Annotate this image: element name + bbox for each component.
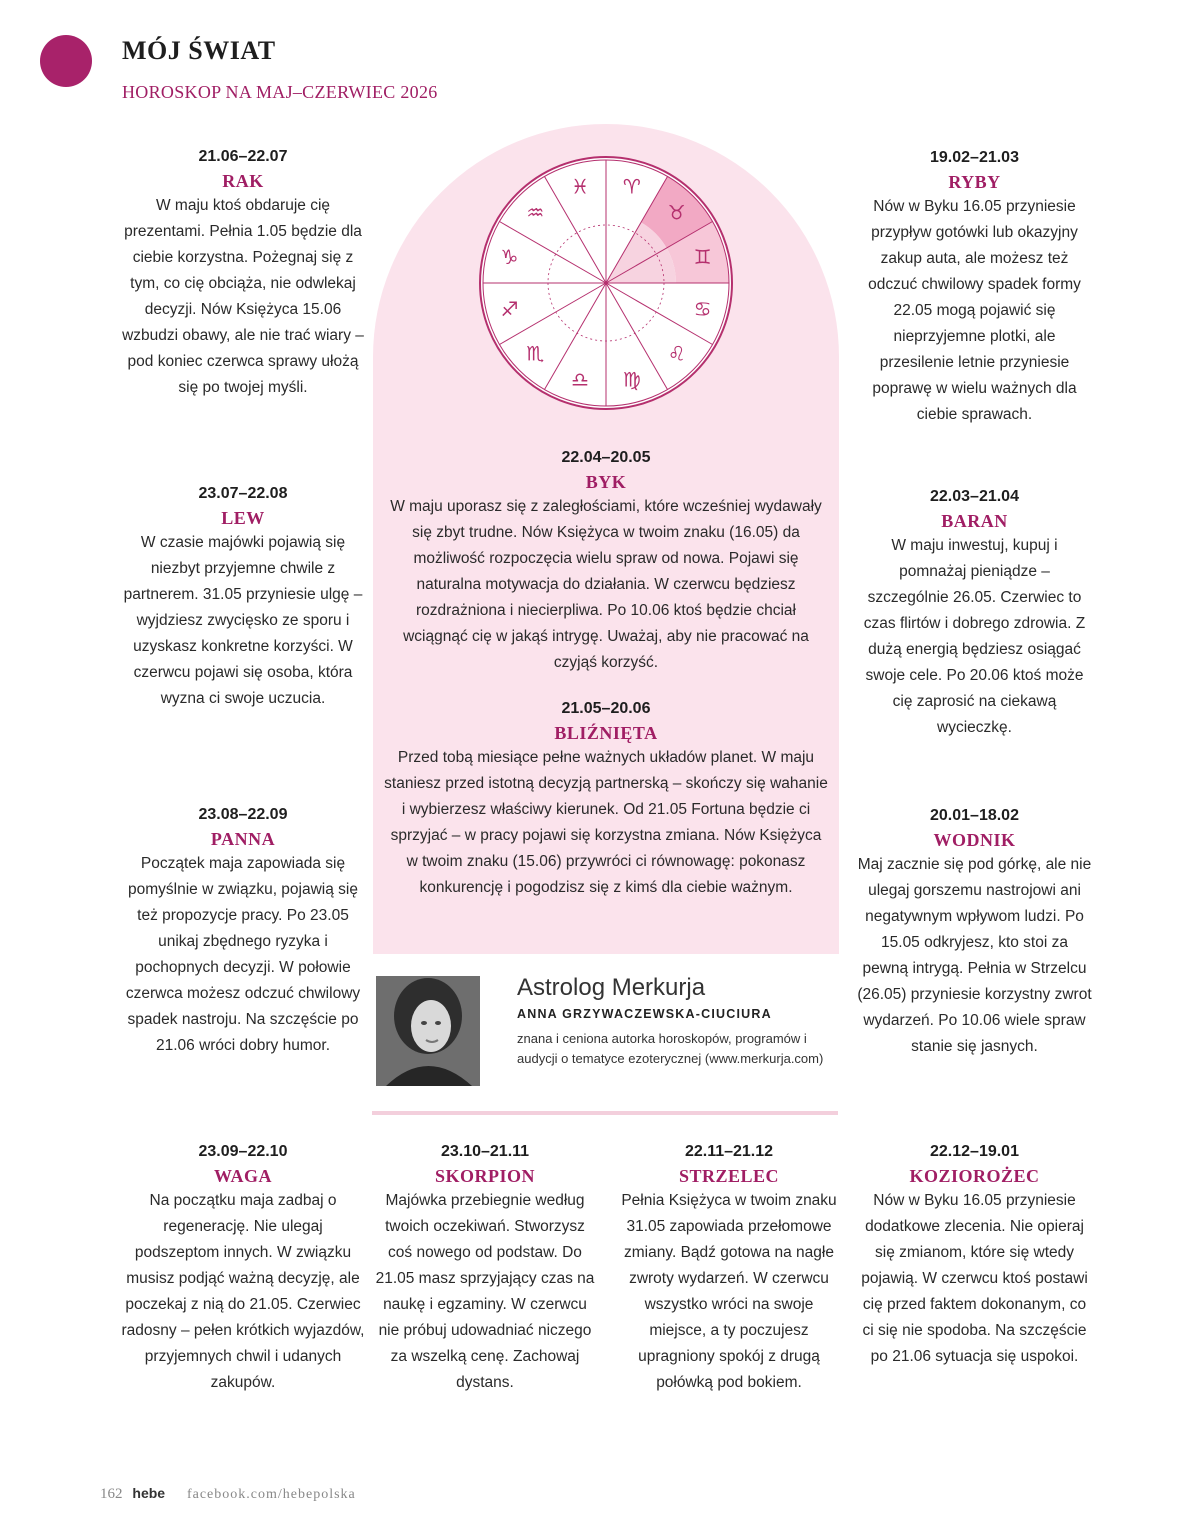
astrologer-photo: [376, 976, 480, 1086]
zodiac-symbol-icon: ♒: [526, 200, 545, 225]
zodiac-wheel: [476, 153, 736, 413]
sign-text: Majówka przebiegnie według twoich oczekiwań. Stworzysz coś nowego od podstaw. Do 21.05 masz sprzyjający czas na naukę i egzaminy. W czerwcu nie próbuj udowadniać niczego za wszelką cenę. Zachowaj dystans.: [375, 1192, 595, 1391]
sign-text: W maju ktoś obdaruje cię prezentami. Pełnia 1.05 będzie dla ciebie korzystna. Pożegnaj się z tym, co cię obciąża, nie odwlekaj decyzji. Nów Księżyca 15.06 wzbudzi obawy, ale nie trać wiary – pod koniec czerwca sprawy ułożą się po twojej myśli.: [122, 197, 364, 396]
sign-name: KOZIOROŻEC: [909, 1166, 1040, 1186]
sign-text: Nów w Byku 16.05 przyniesie przypływ gotówki lub okazyjny zakup auta, ale możesz też odczuć chwilowy spadek formy 22.05 mogą pojawić się nieprzyjemne plotki, ale przesilenie letnie przyniesie poprawę w wielu ważnych dla ciebie sprawach.: [868, 198, 1081, 423]
sign-text: W maju uporasz się z zaległościami, które wcześniej wydawały się zbyt trudne. Nów Księżyca w twoim znaku (16.05) da możliwość rozpoczęcia wielu spraw od nowa. Pojawi się naturalna motywacja do działania. W czerwcu będziesz rozdrażniona i niecierpliwa. Po 10.06 ktoś będzie chciał wciągnąć cię w jakąś intrygę. Uważaj, aby nie pracować na czyjąś korzyść.: [390, 498, 822, 671]
sign-text: W czasie majówki pojawią się niezbyt przyjemne chwile z partnerem. 31.05 przyniesie ulgę – wyjdziesz zwycięsko ze sporu i uzyskasz konkretne korzyści. W czerwcu pojawi się osoba, która wyzna ci swoje uczucia.: [123, 534, 363, 707]
zodiac-symbol-icon: ♑: [500, 245, 519, 270]
zodiac-symbol-icon: ♎: [571, 367, 590, 392]
sign-dates: 21.05–20.06: [561, 700, 651, 717]
sign-koziorozec: [857, 1140, 1092, 1370]
sign-strzelec: [616, 1140, 842, 1396]
sign-name: WAGA: [213, 1166, 272, 1186]
sign-name: PANNA: [210, 829, 276, 849]
zodiac-symbol-icon: ♍: [622, 367, 641, 392]
brand-name: hebe: [132, 1485, 166, 1501]
sign-blizneta: [384, 697, 828, 901]
sign-name: LEW: [221, 508, 265, 528]
sign-wodnik: [857, 804, 1092, 1060]
zodiac-symbol-icon: ♌: [667, 341, 686, 366]
zodiac-symbol-icon: ♋: [693, 296, 712, 321]
sign-name: BLIŹNIĘTA: [554, 723, 658, 743]
sign-text: Początek maja zapowiada się pomyślnie w związku, pojawią się też propozycje pracy. Po 23.05 unikaj zbędnego ryzyka i pochopnych decyzji. W połowie czerwca możesz odczuć chwilowy spadek nastroju. Na szczęście po 21.06 wróci dobry humor.: [125, 855, 361, 1054]
sign-name: STRZELEC: [678, 1166, 780, 1186]
sign-text: Na początku maja zadbaj o regenerację. Nie ulegaj podszeptom innych. W związku musisz podjąć ważną decyzję, ale poczekaj z nią do 21.05. Czerwiec radosny – pełen krótkich wyjazdów, przyjemnych chwil i udanych zakupów.: [121, 1192, 365, 1391]
sign-rak: [120, 145, 366, 401]
facebook-link[interactable]: facebook.com/hebepolska: [186, 1487, 356, 1502]
sign-dates: 22.04–20.05: [561, 449, 651, 466]
sign-lew: [120, 482, 366, 712]
sign-text: W maju inwestuj, kupuj i pomnażaj pieniądze – szczególnie 26.05. Czerwiec to czas flirtów i dobrego zdrowia. Z dużą energią będziesz osiągać swoje cele. Po 20.06 ktoś może cię zaprosić na ciekawą wycieczkę.: [863, 537, 1086, 736]
zodiac-symbol-icon: ♐: [500, 296, 519, 321]
sign-dates: 23.08–22.09: [198, 806, 288, 823]
zodiac-symbol-icon: ♏: [526, 341, 545, 366]
zodiac-symbol-icon: ♓: [571, 174, 590, 199]
section-title: MÓJ ŚWIAT: [122, 36, 276, 65]
sign-name: SKORPION: [434, 1166, 535, 1186]
page-number: 162: [100, 1486, 123, 1502]
sign-dates: 20.01–18.02: [930, 807, 1019, 824]
horoscope-title: HOROSKOP NA MAJ–CZERWIEC 2026: [122, 82, 438, 102]
sign-dates: 21.06–22.07: [198, 148, 288, 165]
section-dot: [40, 35, 92, 87]
astrologer-name: ANNA GRZYWACZEWSKA-CIUCIURA: [517, 1007, 772, 1021]
zodiac-symbol-icon: ♊: [693, 245, 712, 270]
sign-dates: 23.09–22.10: [198, 1143, 288, 1160]
sign-name: BARAN: [941, 511, 1008, 531]
sign-name: RAK: [222, 171, 264, 191]
sign-dates: 23.10–21.11: [440, 1143, 530, 1160]
sign-baran: [857, 485, 1092, 741]
sign-name: WODNIK: [933, 830, 1016, 850]
sign-dates: 19.02–21.03: [930, 149, 1019, 166]
sign-byk: [384, 446, 828, 676]
sign-text: Maj zacznie się pod górkę, ale nie ulegaj gorszemu nastrojowi ani negatywnym wpływom ludzi. Po 15.05 odkryjesz, kto stoi za pewną intrygą. Pełnia w Strzelcu (26.05) przyniesie korzystny zwrot wydarzeń. Po 10.06 wiele spraw stanie się jasnych.: [857, 856, 1092, 1055]
sign-ryby: [857, 146, 1092, 428]
astrologer-description: znana i ceniona autorka horoskopów, programów i audycji o tematyce ezoterycznej (www.merkurja.com): [517, 1031, 824, 1066]
astrologer-title: Astrolog Merkurja: [517, 974, 706, 1001]
zodiac-symbol-icon: ♉: [667, 200, 686, 225]
sign-name: BYK: [585, 472, 627, 492]
sign-text: Nów w Byku 16.05 przyniesie dodatkowe zlecenia. Nie opieraj się zmianom, które się wtedy pojawią. W czerwcu ktoś postawi cię przed faktem dokonanym, co ci się nie spodoba. Na szczęście po 21.06 sytuacja się uspokoi.: [861, 1192, 1088, 1365]
sign-waga: [120, 1140, 366, 1396]
sign-dates: 22.12–19.01: [930, 1143, 1019, 1160]
sign-name: RYBY: [948, 172, 1001, 192]
sign-dates: 23.07–22.08: [198, 485, 288, 502]
sign-dates: 22.11–21.12: [684, 1143, 774, 1160]
sign-dates: 22.03–21.04: [930, 488, 1019, 505]
page-footer: [100, 1485, 356, 1503]
zodiac-symbol-icon: ♈: [622, 174, 641, 199]
sign-skorpion: [372, 1140, 598, 1396]
divider: [372, 1111, 838, 1115]
sign-panna: [120, 803, 366, 1059]
sign-text: Pełnia Księżyca w twoim znaku 31.05 zapowiada przełomowe zmiany. Bądź gotowa na nagłe zwroty wydarzeń. W czerwcu wszystko wróci na swoje miejsce, a ty poczujesz upragniony spokój z drugą połówką pod bokiem.: [621, 1192, 837, 1391]
sign-text: Przed tobą miesiące pełne ważnych układów planet. W maju staniesz przed istotną decyzją partnerską – skończy się wahanie i wybierzesz właściwy kierunek. Od 21.05 Fortuna będzie ci sprzyjać – w pracy pojawi się korzystna zmiana. Nów Księżyca w twoim znaku (15.06) przywróci ci równowagę: pokonasz konkurencję i pogodzisz się z kimś dla ciebie ważnym.: [384, 749, 828, 896]
